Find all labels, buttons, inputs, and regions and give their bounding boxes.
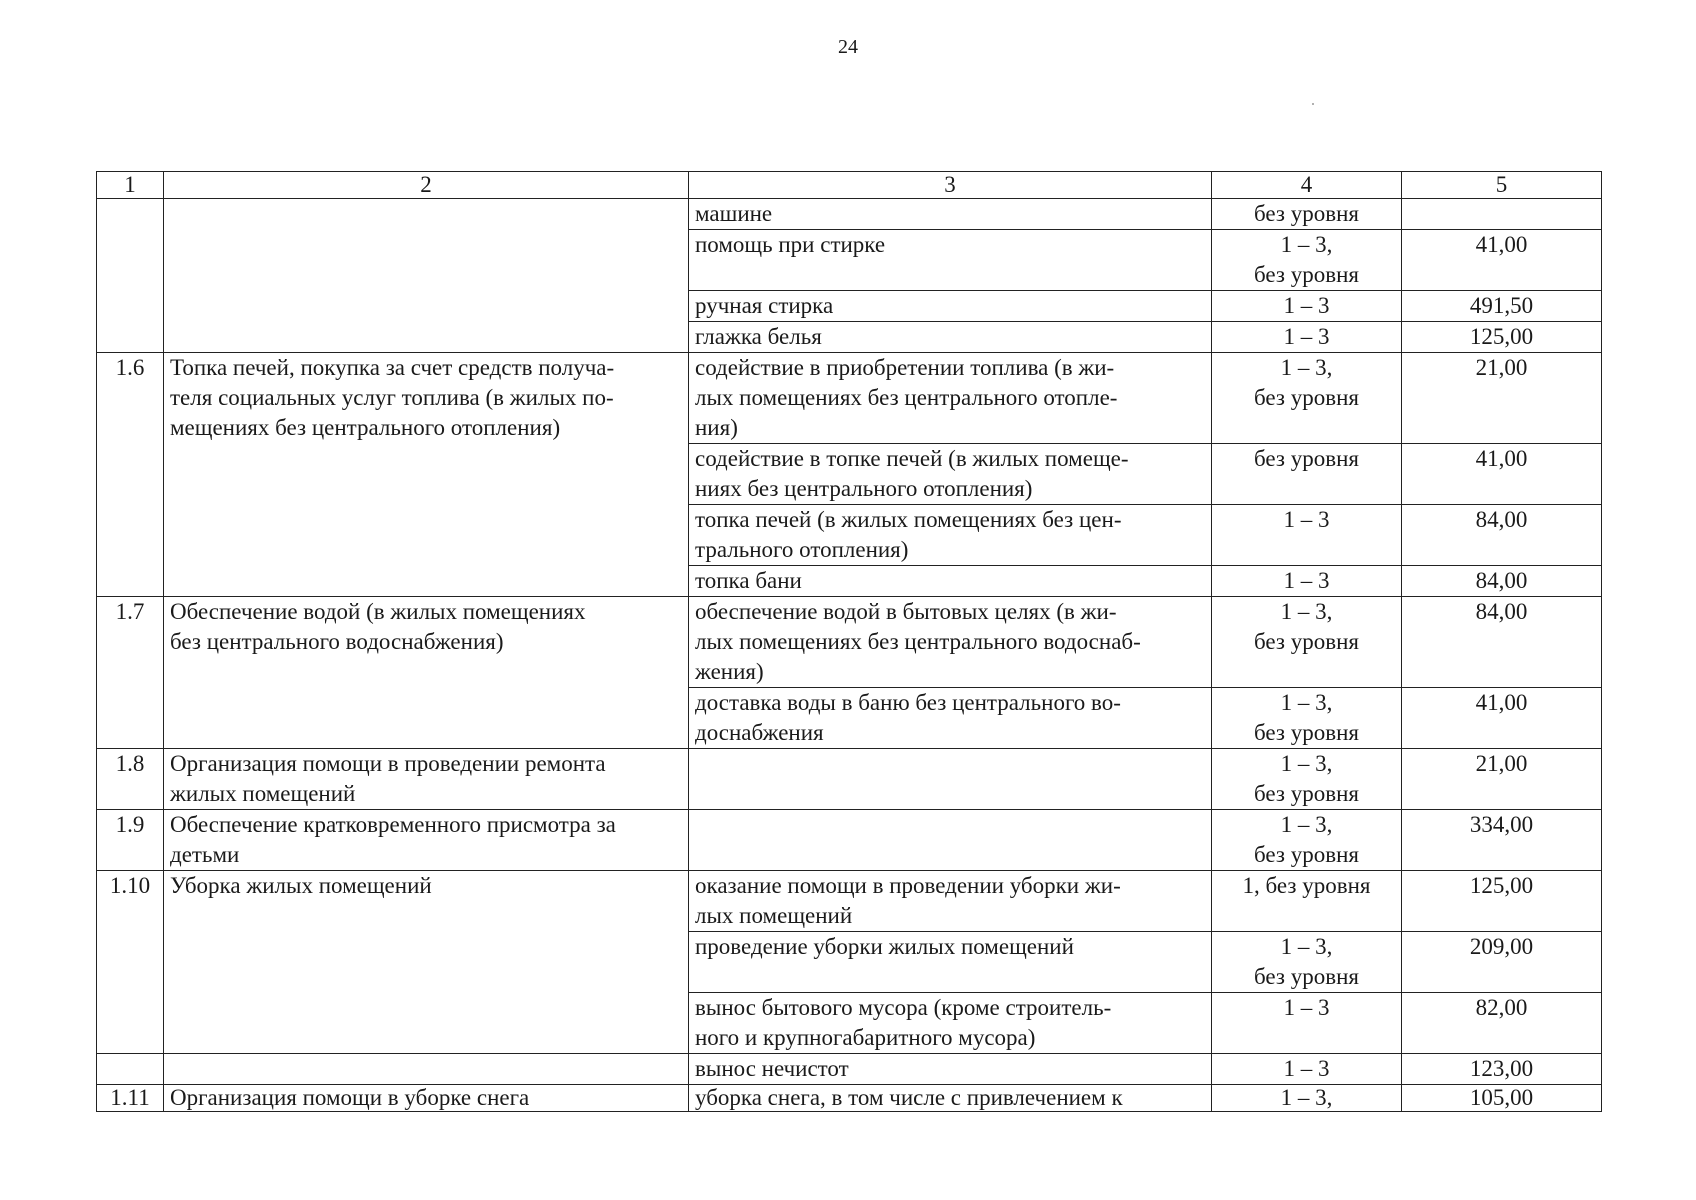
service-item: глажка белья	[689, 322, 1212, 353]
item-line: обеспечение водой в бытовых целях (в жи-	[695, 599, 1117, 624]
service-item	[689, 444, 1212, 505]
level-line: 1 – 3,	[1280, 599, 1333, 624]
col-header-4: 4	[1212, 172, 1402, 199]
service-level: 1 – 3,	[1212, 1085, 1402, 1112]
service-rate: 82,00	[1402, 993, 1602, 1054]
item-line: оказание помощи в проведении уборки жи-	[695, 873, 1121, 898]
level-line: без уровня	[1254, 629, 1359, 654]
level-line: без уровня	[1254, 385, 1359, 410]
service-line: Топка печей, покупка за счет средств получа-	[170, 355, 615, 380]
service-name: Уборка жилых помещений	[164, 871, 689, 1054]
service-item: помощь при стирке	[689, 230, 1212, 291]
service-line: Обеспечение водой (в жилых помещениях	[170, 599, 586, 624]
level-line: 1 – 3,	[1280, 812, 1333, 837]
level-line: без уровня	[1254, 964, 1359, 989]
service-name	[164, 749, 689, 810]
header-row	[97, 172, 1602, 199]
service-level	[1212, 597, 1402, 688]
col-header-3: 3	[689, 172, 1212, 199]
row-number	[97, 199, 164, 353]
service-level	[1212, 810, 1402, 871]
level-line: 1 – 3,	[1280, 751, 1333, 776]
row-number	[97, 1054, 164, 1085]
service-item	[689, 810, 1212, 871]
service-name	[164, 597, 689, 749]
service-item	[689, 871, 1212, 932]
service-level	[1212, 932, 1402, 993]
table-row	[97, 810, 1602, 871]
item-line: доставка воды в баню без центрального во-	[695, 690, 1121, 715]
level-line: 1 – 3,	[1280, 355, 1333, 380]
service-rate: 84,00	[1402, 505, 1602, 566]
service-item	[689, 353, 1212, 444]
item-line: содействие в приобретении топлива (в жи-	[695, 355, 1115, 380]
level-line: без уровня	[1254, 720, 1359, 745]
service-rate	[1402, 199, 1602, 230]
item-line: ного и крупногабаритного мусора)	[695, 1025, 1036, 1050]
row-number: 1.6	[97, 353, 164, 597]
table-row	[97, 871, 1602, 932]
service-item: ручная стирка	[689, 291, 1212, 322]
service-item	[689, 993, 1212, 1054]
table-row	[97, 597, 1602, 688]
item-line: топка печей (в жилых помещениях без цен-	[695, 507, 1122, 532]
service-rate: 84,00	[1402, 597, 1602, 688]
service-item	[689, 688, 1212, 749]
service-rate: 84,00	[1402, 566, 1602, 597]
row-number: 1.9	[97, 810, 164, 871]
service-name	[164, 353, 689, 597]
service-item	[689, 505, 1212, 566]
col-header-5: 5	[1402, 172, 1602, 199]
item-line: ния)	[695, 415, 738, 440]
service-level: 1 – 3	[1212, 993, 1402, 1054]
item-line: содействие в топке печей (в жилых помеще-	[695, 446, 1129, 471]
level-line: 1 – 3,	[1280, 232, 1333, 257]
service-name: Организация помощи в уборке снега	[164, 1085, 689, 1112]
item-line: лых помещениях без центрального водоснаб-	[695, 629, 1141, 654]
service-item	[689, 749, 1212, 810]
service-rate: 41,00	[1402, 444, 1602, 505]
level-line: без уровня	[1254, 842, 1359, 867]
row-number: 1.11	[97, 1085, 164, 1112]
item-line: лых помещениях без центрального отопле-	[695, 385, 1118, 410]
service-rate: 491,50	[1402, 291, 1602, 322]
service-line: теля социальных услуг топлива (в жилых по-	[170, 385, 614, 410]
col-header-2: 2	[164, 172, 689, 199]
row-number: 1.8	[97, 749, 164, 810]
item-line: ниях без центрального отопления)	[695, 476, 1033, 501]
level-line: 1 – 3,	[1280, 934, 1333, 959]
table-row	[97, 749, 1602, 810]
service-item: вынос нечистот	[689, 1054, 1212, 1085]
service-rate: 125,00	[1402, 871, 1602, 932]
service-level: 1, без уровня	[1212, 871, 1402, 932]
service-level: 1 – 3	[1212, 1054, 1402, 1085]
service-item: топка бани	[689, 566, 1212, 597]
service-line: Организация помощи в проведении ремонта	[170, 751, 606, 776]
table-row	[97, 353, 1602, 444]
service-rate: 41,00	[1402, 688, 1602, 749]
service-item	[689, 597, 1212, 688]
service-line: жилых помещений	[170, 781, 356, 806]
service-rate: 21,00	[1402, 749, 1602, 810]
item-line: доснабжения	[695, 720, 824, 745]
scan-speck	[1312, 103, 1314, 105]
service-rate: 123,00	[1402, 1054, 1602, 1085]
item-line: вынос бытового мусора (кроме строитель-	[695, 995, 1112, 1020]
level-line: без уровня	[1254, 262, 1359, 287]
service-level	[1212, 230, 1402, 291]
service-level	[1212, 749, 1402, 810]
service-name	[164, 810, 689, 871]
level-line: 1 – 3,	[1280, 690, 1333, 715]
service-name	[164, 1054, 689, 1085]
service-level: 1 – 3	[1212, 322, 1402, 353]
service-item: уборка снега, в том числе с привлечением к	[689, 1085, 1212, 1112]
service-level: 1 – 3	[1212, 291, 1402, 322]
service-rate: 21,00	[1402, 353, 1602, 444]
service-level: без уровня	[1212, 199, 1402, 230]
service-rate: 41,00	[1402, 230, 1602, 291]
service-level	[1212, 353, 1402, 444]
service-line: без центрального водоснабжения)	[170, 629, 504, 654]
service-line: детьми	[170, 842, 240, 867]
service-line: мещениях без центрального отопления)	[170, 415, 561, 440]
table-row	[97, 199, 1602, 230]
item-line: лых помещений	[695, 903, 853, 928]
table-row	[97, 1054, 1602, 1085]
services-table	[96, 171, 1602, 1112]
service-line: Обеспечение кратковременного присмотра за	[170, 812, 616, 837]
service-item: машине	[689, 199, 1212, 230]
service-name	[164, 199, 689, 353]
service-rate: 209,00	[1402, 932, 1602, 993]
row-number: 1.7	[97, 597, 164, 749]
service-level	[1212, 688, 1402, 749]
level-line: без уровня	[1254, 781, 1359, 806]
service-rate: 334,00	[1402, 810, 1602, 871]
service-level: без уровня	[1212, 444, 1402, 505]
table-row	[97, 1085, 1602, 1112]
service-rate: 105,00	[1402, 1085, 1602, 1112]
service-rate: 125,00	[1402, 322, 1602, 353]
row-number: 1.10	[97, 871, 164, 1054]
service-level: 1 – 3	[1212, 505, 1402, 566]
service-item: проведение уборки жилых помещений	[689, 932, 1212, 993]
service-level: 1 – 3	[1212, 566, 1402, 597]
item-line: жения)	[695, 659, 764, 684]
page-number: 24	[838, 36, 858, 58]
item-line: трального отопления)	[695, 537, 909, 562]
col-header-1: 1	[97, 172, 164, 199]
